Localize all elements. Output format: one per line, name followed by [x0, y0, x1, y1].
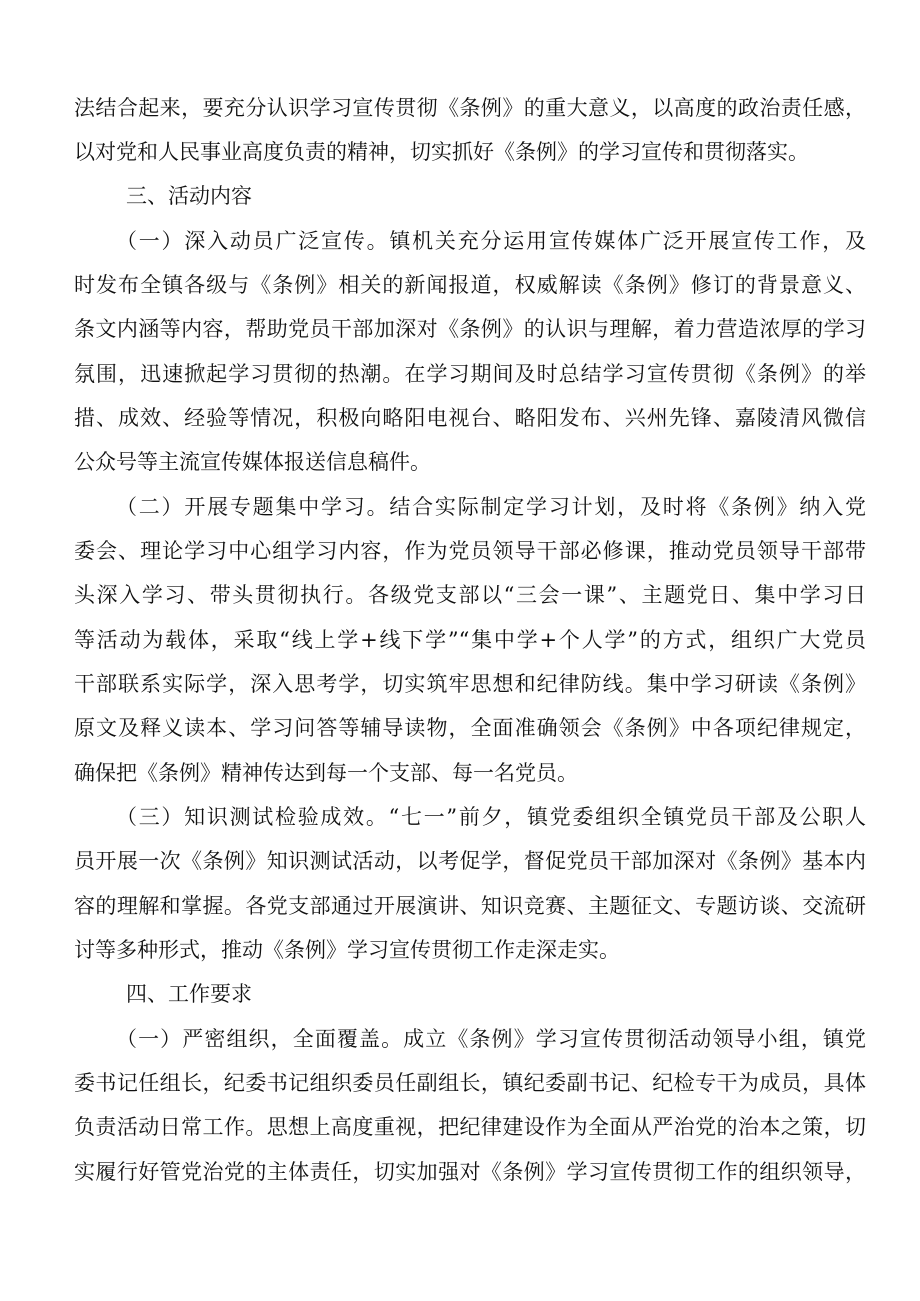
text-line: 员开展一次《条例》知识测试活动，以考促学，督促党员干部加深对《条例》基本内 [74, 849, 866, 873]
text-line: 干部联系实际学，深入思考学，切实筑牢思想和纪律防线。集中学习研读《条例》 [74, 672, 866, 696]
section-heading: 四、工作要求 [126, 982, 252, 1006]
text-line: 条文内涵等内容，帮助党员干部加深对《条例》的认识与理解，着力营造浓厚的学习 [74, 317, 866, 341]
text-line: 讨等多种形式，推动《条例》学习宣传贯彻工作走深走实。 [74, 938, 620, 962]
text-line: 头深入学习、带头贯彻执行。各级党支部以“三会一课”、主题党日、集中学习日 [74, 583, 866, 607]
text-line: （一）深入动员广泛宣传。镇机关充分运用宣传媒体广泛开展宣传工作，及 [116, 229, 866, 253]
text-line: 氛围，迅速掀起学习贯彻的热潮。在学习期间及时总结学习宣传贯彻《条例》的举 [74, 362, 866, 386]
text-line: （三）知识测试检验成效。“七一”前夕，镇党委组织全镇党员干部及公职人 [116, 805, 866, 829]
text-line: 委会、理论学习中心组学习内容，作为党员领导干部必修课，推动党员领导干部带 [74, 539, 866, 563]
text-line: （二）开展专题集中学习。结合实际制定学习计划，及时将《条例》纳入党 [116, 495, 866, 519]
text-line: 负责活动日常工作。思想上高度重视，把纪律建设作为全面从严治党的治本之策，切 [74, 1115, 866, 1139]
text-line: 公众号等主流宣传媒体报送信息稿件。 [74, 450, 431, 474]
text-line: 实履行好管党治党的主体责任，切实加强对《条例》学习宣传贯彻工作的组织领导， [74, 1160, 866, 1184]
text-line: 法结合起来，要充分认识学习宣传贯彻《条例》的重大意义，以高度的政治责任感， [74, 96, 866, 120]
text-line: 时发布全镇各级与《条例》相关的新闻报道，权威解读《条例》修订的背景意义、 [74, 273, 866, 297]
text-line: 委书记任组长，纪委书记组织委员任副组长，镇纪委副书记、纪检专干为成员，具体 [74, 1071, 866, 1095]
text-line: 容的理解和掌握。各党支部通过开展演讲、知识竞赛、主题征文、专题访谈、交流研 [74, 894, 866, 918]
text-line: 措、成效、经验等情况，积极向略阳电视台、略阳发布、兴州先锋、嘉陵清风微信 [74, 406, 866, 430]
text-line: （一）严密组织，全面覆盖。成立《条例》学习宣传贯彻活动领导小组，镇党 [116, 1027, 866, 1051]
text-line: 以对党和人民事业高度负责的精神，切实抓好《条例》的学习宣传和贯彻落实。 [74, 140, 809, 164]
section-heading: 三、活动内容 [126, 184, 252, 208]
text-line: 确保把《条例》精神传达到每一个支部、每一名党员。 [74, 761, 578, 785]
text-line: 等活动为载体，采取“线上学+线下学”“集中学+个人学”的方式，组织广大党员 [74, 628, 866, 652]
text-line: 原文及释义读本、学习问答等辅导读物，全面准确领会《条例》中各项纪律规定， [74, 716, 866, 740]
